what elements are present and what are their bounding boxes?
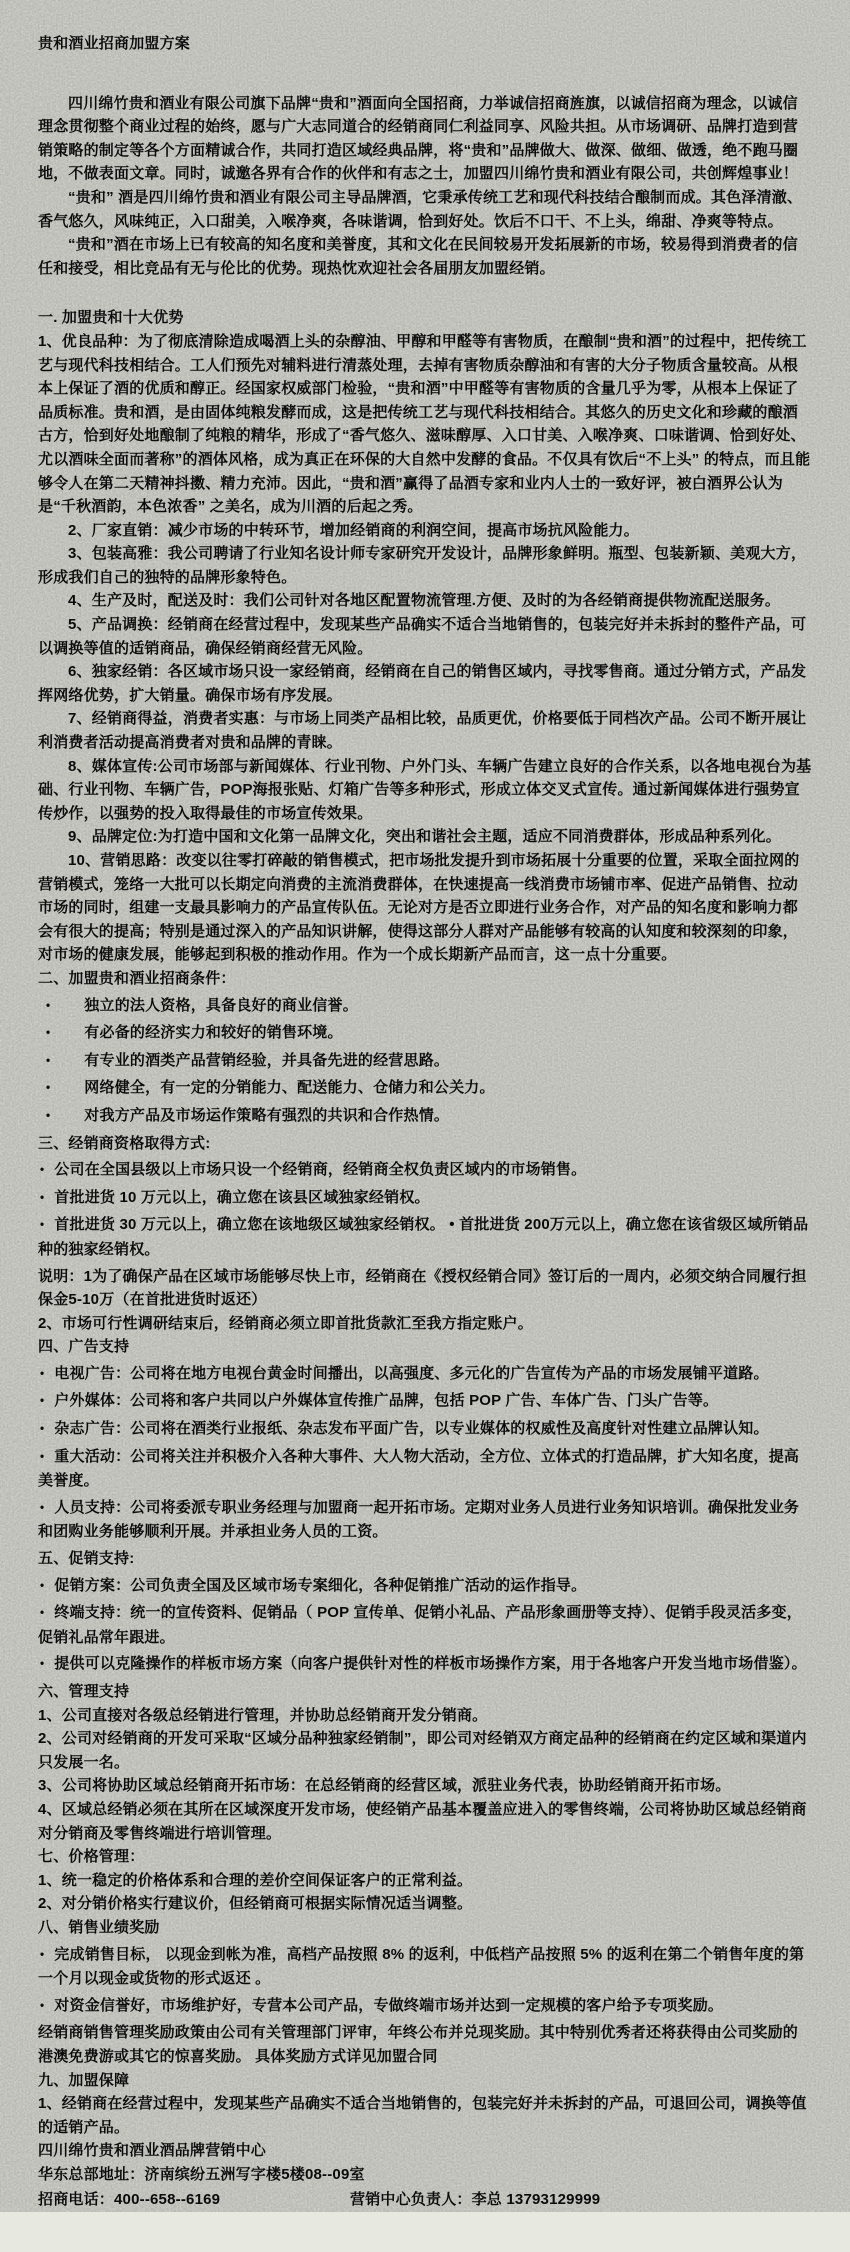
paragraph: 1、优良品种：为了彻底清除造成喝酒上头的杂醇油、甲醇和甲醛等有害物质，在酿制“贵和酒”的过程中，把传统工艺与现代科技相结合。工人们预先对辅料进行清蒸处理，去掉有害物质杂醇油和有害的大分子物质含量较高。从根本上保证了酒的优质和醇正。经国家权威部门检验，“贵和酒”中甲醛等有害物质的含量几乎为零，从根本上保证了品质标准。贵和酒，是由固体纯粮发酵而成，这是把传统工艺与现代科技相结合。其悠久的历史文化和珍藏的酿酒古方，恰到好处地酿制了纯粮的精华，形成了“香气悠久、滋味醇厚、入口甘美、入喉净爽、口味谐调、恰到好处、尤以酒味全面而著称”的酒体风格，成为真正在环保的大自然中发酵的食品。不仅具有饮后“不上头” 的特点，而且能够令人在第二天精神抖擞、精力充沛。因此，“贵和酒”赢得了品酒专家和业内人士的一致好评，被白酒界公认为是“千秋酒韵，本色浓香” 之美名，成为川酒的后起之秀。 <box>38 332 811 516</box>
bullet-item <box>38 1186 812 1211</box>
paragraph: 四川绵竹贵和酒业有限公司旗下品牌“贵和”酒面向全国招商，力举诚信招商旌旗，以诚信招商为理念，以诚信理念贯彻整个商业过程的始终，愿与广大志同道合的经销商同仁利益同享、风险共担。从市场调研、品牌打造到营销策略的制定等各个方面精诚合作，共同打造区域经典品牌，将“贵和”品牌做大、做深、做细、做透，绝不跑马圈地，不做表面文章。同时，诚邀各界有合作的伙伴和有志之士，加盟四川绵竹贵和酒业有限公司，共创辉煌事业！ <box>38 94 799 183</box>
bullet-item <box>38 994 812 1019</box>
document-blocks <box>38 92 812 2187</box>
bullet-icon: • <box>40 1163 45 1177</box>
paragraph: 4、生产及时，配送及时：我们公司针对各地区配置物流管理.方便、及时的为各经销商提供物流配送服务。 <box>68 592 781 610</box>
bullet-icon: • <box>40 1394 45 1408</box>
bullet-item <box>38 1943 812 1991</box>
bullet-text: 网络健全，有一定的分销能力、配送能力、仓储力和公关力。 <box>84 1079 495 1097</box>
bullet-item <box>38 1158 812 1183</box>
bullet-icon: • <box>40 1218 45 1232</box>
bullet-text: 有必备的经济实力和较好的销售环境。 <box>84 1024 343 1042</box>
bullet-text: 首批进货 10 万元以上，确立您在该县区域独家经销权。 <box>54 1188 430 1206</box>
bullet-icon: • <box>40 1449 45 1463</box>
paragraph: 2、市场可行性调研结束后，经销商必须立即首批货款汇至我方指定账户。 <box>38 1314 533 1332</box>
paragraph: 2、对分销价格实行建议价，但经销商可根据实际情况适当调整。 <box>38 1895 473 1913</box>
paragraph: 3、公司将协助区域总经销商开拓市场：在总经销商的经营区域，派驻业务代表，协助经销商开拓市场。 <box>38 1777 731 1795</box>
paragraph: 四川绵竹贵和酒业酒品牌营销中心 <box>38 2142 267 2160</box>
bullet-item <box>38 1362 812 1387</box>
bullet-text: 终端支持：统一的宣传资料、促销品（ POP 宣传单、促销小礼品、产品形象画册等支持）、促销手段灵活多变，促销礼品常年跟进。 <box>38 1604 802 1646</box>
bullet-item <box>38 1496 812 1544</box>
section-heading: 六、管理支持 <box>38 1683 130 1700</box>
paragraph: 1、公司直接对各级总经销进行管理，并协助总经销商开发分销商。 <box>38 1706 488 1724</box>
paragraph: 9、品牌定位:为打造中国和文化第一品牌文化，突出和谐社会主题，适应不同消费群体，形成品种系列化。 <box>68 828 781 846</box>
contact-manager: 营销中心负责人：李总 13793129999 <box>350 2191 601 2209</box>
bullet-text: 杂志广告：公司将在酒类行业报纸、杂志发布平面广告，以专业媒体的权威性及高度针对性建立品牌认知。 <box>54 1420 769 1438</box>
bullet-item <box>38 1389 812 1414</box>
section-heading: 一. 加盟贵和十大优势 <box>38 309 184 327</box>
contact-row <box>38 2188 812 2212</box>
bullet-text: 完成销售目标， 以现金到帐为准，高档产品按照 8% 的返利，中低档产品按照 5% 的返利在第二个销售年度的第一个月以现金或货物的形式返还 。 <box>38 1945 805 1988</box>
paragraph: 10、营销思路：改变以往零打碎敲的销售模式，把市场批发提升到市场拓展十分重要的位置，采取全面拉网的营销模式，笼络一大批可以长期定向消费的主流消费群体，在快速提高一线消费市场铺市率、促进产品销售、拉动市场的同时，组建一支最具影响力的产品宣传队伍。无论对方是否立即进行业务合作，对产品的知名度和影响力都会有很大的提高；特别是通过深入的产品知识讲解，使得这部分人群对产品能够有较高的认知度和较深刻的印象，对市场的健康发展，能够起到积极的推动作用。作为一个成长期新产品而言，这一点十分重要。 <box>38 852 800 964</box>
bullet-icon: • <box>46 1081 51 1095</box>
bullet-item <box>38 1417 812 1442</box>
bullet-text: 首批进货 30 万元以上，确立您在该地级区域独家经销权。 • 首批进货 200万元以上，确立您在该省级区域所销品种的独家经销权。 <box>38 1216 809 1258</box>
section-heading: 九、加盟保障 <box>38 2071 130 2089</box>
paragraph: 2、厂家直销：减少市场的中转环节，增加经销商的利润空间，提高市场抗风险能力。 <box>68 521 639 539</box>
bullet-icon: • <box>40 1190 45 1204</box>
bullet-item <box>38 1601 812 1649</box>
section-heading: 八、销售业绩奖励 <box>38 1918 160 1936</box>
bullet-item <box>38 1076 812 1101</box>
bullet-icon: • <box>40 1657 45 1671</box>
paragraph: 1、经销商在经营过程中，发现某些产品确实不适合当地销售的，包装完好并未拆封的产品，可退回公司，调换等值的适销产品。 <box>38 2095 807 2136</box>
bullet-item <box>38 1445 812 1493</box>
bullet-icon: • <box>40 1422 45 1436</box>
bullet-text: 有专业的酒类产品营销经验，并具备先进的经营思路。 <box>84 1051 450 1069</box>
bullet-item <box>38 1049 812 1074</box>
bullet-text: 对资金信誉好，市场维护好，专营本公司产品，专做终端市场并达到一定规模的客户给予专项奖励。 <box>54 1996 724 2014</box>
bullet-item <box>38 1021 812 1046</box>
paragraph: 7、经销商得益，消费者实惠：与市场上同类产品相比较，品质更优，价格要低于同档次产品。公司不断开展让利消费者活动提高消费者对贵和品牌的青睐。 <box>38 710 807 752</box>
bullet-icon: • <box>40 1998 45 2012</box>
paragraph: 1、统一稳定的价格体系和合理的差价空间保证客户的正常利益。 <box>38 1871 473 1889</box>
paragraph: 3、包装高雅：我公司聘请了行业知名设计师专家研究开发设计，品牌形象鲜明。瓶型、包装新颖、美观大方，形成我们自己的独特的品牌形象特色。 <box>38 545 807 586</box>
paragraph: 经销商销售管理奖励政策由公司有关管理部门评审，年终公布并兑现奖励。其中特别优秀者还将获得由公司奖励的港澳免费游或其它的惊喜奖励。 具体奖励方式详见加盟合同 <box>38 2024 799 2065</box>
bullet-icon: • <box>40 1947 45 1961</box>
bullet-icon: • <box>40 1500 45 1514</box>
bullet-item <box>38 1104 812 1129</box>
paragraph: 6、独家经销：各区域市场只设一家经销商，经销商在自己的销售区域内，寻找零售商。通过分销方式，产品发挥网络优势，扩大销量。确保市场有序发展。 <box>38 663 807 704</box>
paragraph: 华东总部地址：济南缤纷五洲写字楼5楼08--09室 <box>38 2165 365 2183</box>
paragraph: “贵和”酒在市场上已有较高的知名度和美誉度，其和文化在民间较易开发拓展新的市场，较易得到消费者的信任和接受，相比竞品有无与伦比的优势。现热忱欢迎社会各届朋友加盟经销。 <box>38 236 798 277</box>
section-heading: 二、加盟贵和酒业招商条件： <box>38 969 236 987</box>
bullet-text: 重大活动：公司将关注并积极介入各种大事件、大人物大活动，全方位、立体式的打造品牌，扩大知名度，提高美誉度。 <box>38 1447 800 1490</box>
bullet-item <box>38 1213 812 1261</box>
paragraph: 8、媒体宣传:公司市场部与新闻媒体、行业刊物、户外门头、车辆广告建立良好的合作关系，以各地电视台为基础、行业刊物、车辆广告，POP海报张贴、灯箱广告等多种形式，形成立体交叉式宣传。通过新闻媒体进行强势宣传炒作，以强势的投入取得最佳的市场宣传效果。 <box>38 757 812 822</box>
paragraph: 4、区域总经销必须在其所在区域深度开发市场，使经销产品基本覆盖应进入的零售终端，公司将协助区域总经销商对分销商及零售终端进行培训管理。 <box>38 1800 807 1842</box>
paragraph: 5、产品调换：经销商在经营过程中，发现某些产品确实不适合当地销售的，包装完好并未拆封的整件产品，可以调换等值的适销商品，确保经销商经营无风险。 <box>38 616 807 657</box>
section-heading: 七、价格管理： <box>38 1848 145 1866</box>
bullet-icon: • <box>40 1606 45 1620</box>
bullet-icon: • <box>46 1026 51 1040</box>
bullet-item <box>38 1652 812 1677</box>
paragraph: 说明：1为了确保产品在区域市场能够尽快上市，经销商在《授权经销合同》签订后的一周内，必须交纳合同履行担保金5-10万（在首批进货时返还） <box>38 1267 807 1309</box>
contact-phone: 招商电话：400--658--6169 <box>38 2191 221 2209</box>
bullet-text: 公司在全国县级以上市场只设一个经销商，经销商全权负责区域内的市场销售。 <box>54 1161 587 1179</box>
bullet-text: 户外媒体：公司将和客户共同以户外媒体宣传推广品牌，包括 POP 广告、车体广告、门头广告等。 <box>54 1392 719 1410</box>
bullet-text: 对我方产品及市场运作策略有强烈的共识和合作热情。 <box>84 1106 450 1124</box>
bullet-icon: • <box>40 1366 45 1380</box>
bullet-text: 促销方案：公司负责全国及区域市场专案细化，各种促销推广活动的运作指导。 <box>54 1576 587 1594</box>
section-heading: 四、广告支持 <box>38 1338 130 1356</box>
paragraph: “贵和” 酒是四川绵竹贵和酒业有限公司主导品牌酒，它秉承传统工艺和现代科技结合酿制而成。其色泽清澈、香气悠久，风味纯正，入口甜美，入喉净爽，各味谐调，恰到好处。饮后不口干、不上头，绵甜、净爽等特点。 <box>38 188 803 230</box>
bullet-item <box>38 1994 812 2019</box>
bullet-icon: • <box>46 1108 51 1122</box>
bullet-icon: • <box>40 1578 45 1592</box>
bullet-text: 独立的法人资格，具备良好的商业信誉。 <box>84 996 358 1014</box>
bullet-text: 提供可以克隆操作的样板市场方案（向客户提供针对性的样板市场操作方案，用于各地客户开发当地市场借鉴）。 <box>54 1655 807 1673</box>
bullet-item <box>38 1574 812 1599</box>
bullet-icon: • <box>46 1053 51 1067</box>
bullet-text: 人员支持：公司将委派专职业务经理与加盟商一起开拓市场。定期对业务人员进行业务知识培训。确保批发业务和团购业务能够顺利开展。并承担业务人员的工资。 <box>38 1498 800 1541</box>
section-heading: 三、经销商资格取得方式: <box>38 1134 211 1152</box>
section-heading: 五、促销支持: <box>38 1550 135 1568</box>
bullet-text: 电视广告：公司将在地方电视台黄金时间播出，以高强度、多元化的广告宣传为产品的市场发展铺平道路。 <box>54 1364 769 1382</box>
page-title: 贵和酒业招商加盟方案 <box>38 35 191 52</box>
bullet-icon: • <box>46 998 51 1012</box>
paragraph: 2、公司对经销商的开发可采取“区域分品种独家经销制”，即公司对经销双方商定品种的经销商在约定区域和渠道内只发展一名。 <box>38 1730 807 1771</box>
